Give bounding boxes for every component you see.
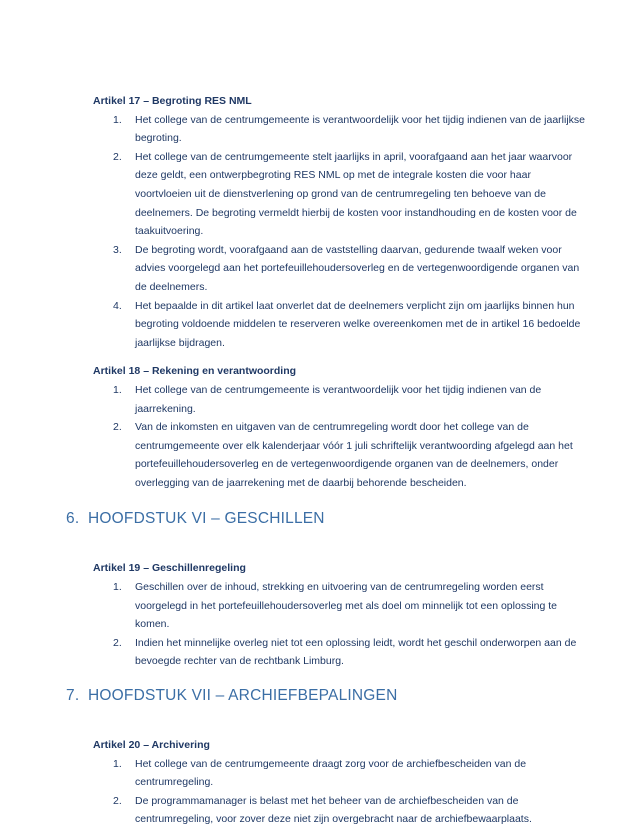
list-item-number: 3. — [113, 243, 122, 256]
article-18-list — [93, 381, 590, 493]
list-item — [93, 111, 590, 148]
list-item-number: 1. — [113, 383, 122, 396]
chapter-7-number: 7. — [66, 687, 80, 705]
list-item-number: 2. — [113, 150, 122, 163]
list-item — [93, 381, 590, 418]
list-item-number: 2. — [113, 421, 122, 434]
chapter-6-number: 6. — [66, 510, 80, 528]
list-item — [93, 578, 590, 634]
list-item — [93, 418, 590, 492]
article-18-section — [93, 362, 590, 492]
list-item-number: 4. — [113, 299, 122, 312]
list-item-number: 2. — [113, 636, 122, 649]
list-item — [93, 634, 590, 671]
list-item-text: Het college van de centrumgemeente is verantwoordelijk voor het tijdig indienen van de jaarlijkse begroting. — [135, 113, 586, 145]
article-20-list — [93, 755, 590, 829]
list-item-text: Indien het minnelijke overleg niet tot een oplossing leidt, wordt het geschil onderworpen aan de bevoegde rechter van de rechtbank Limburg. — [135, 636, 577, 668]
list-item — [93, 241, 590, 297]
list-item-text: De begroting wordt, voorafgaand aan de vaststelling daarvan, gedurende twaalf weken voor advies voorgelegd aan het portefeuillehoudersoverleg en de vertegenwoordigende organen van de deelnemers. — [135, 243, 580, 293]
list-item-text: De programmamanager is belast met het beheer van de archiefbescheiden van de centrumregeling, voor zover deze niet zijn overgebracht naar de archiefbewaarplaats. — [135, 794, 532, 826]
list-item-text: Het college van de centrumgemeente is verantwoordelijk voor het tijdig indienen van de jaarrekening. — [135, 383, 542, 415]
list-item — [93, 792, 590, 829]
chapter-6-heading — [66, 508, 590, 530]
list-item-number: 1. — [113, 757, 122, 770]
article-17-list — [93, 111, 590, 353]
article-19-section — [93, 559, 590, 671]
chapter-7-heading — [66, 685, 590, 707]
list-item-text: Van de inkomsten en uitgaven van de centrumregeling wordt door het college van de centrumgemeente over elk kalenderjaar vóór 1 juli schriftelijk verantwoording afgelegd aan het portefeuillehoudersoverleg en de vertegenwoordigende organen van de deelnemers, onder overlegging van de jaarrekening met de daarbij behorende bescheiden. — [135, 421, 573, 489]
list-item — [93, 297, 590, 353]
list-item-text: Geschillen over de inhoud, strekking en uitvoering van de centrumregeling worden eerst voorgelegd in het portefeuillehoudersoverleg met als doel om minnelijk tot een oplossing te komen. — [135, 581, 558, 631]
article-17-title: Artikel 17 – Begroting RES NML — [93, 95, 252, 107]
article-19-title: Artikel 19 – Geschillenregeling — [93, 562, 246, 575]
article-19-list — [93, 578, 590, 671]
article-17-section — [93, 92, 590, 352]
list-item-number: 1. — [113, 581, 122, 594]
list-item — [93, 148, 590, 241]
list-item — [93, 755, 590, 792]
list-item-number: 1. — [113, 113, 122, 126]
chapter-7-title: HOOFDSTUK VII – ARCHIEFBEPALINGEN — [88, 687, 398, 705]
article-18-title: Artikel 18 – Rekening en verantwoording — [93, 365, 297, 378]
list-item-number: 2. — [113, 794, 122, 807]
article-20-title: Artikel 20 – Archivering — [93, 739, 210, 752]
list-item-text: Het bepaalde in dit artikel laat onverlet dat de deelnemers verplicht zijn om jaarlijks binnen hun begroting voldoende middelen te reserveren welke overeenkomen met de in artikel 16 bedoelde jaarlijkse bijdragen. — [135, 299, 581, 349]
chapter-6-title: HOOFDSTUK VI – GESCHILLEN — [88, 510, 325, 528]
list-item-text: Het college van de centrumgemeente draagt zorg voor de archiefbescheiden van de centrumregeling. — [135, 757, 527, 789]
list-item-text: Het college van de centrumgemeente stelt jaarlijks in april, voorafgaand aan het jaar waarvoor deze geldt, een ontwerpbegroting RES NML op met de integrale kosten die voor haar voortvloeien uit de dienstverlening op grond van de centrumregeling ten behoeve van de deelnemers. De begroting vermeldt hierbij de kosten voor instandhouding en de kosten voor de taakuitvoering. — [135, 150, 577, 238]
article-20-section — [93, 736, 590, 829]
